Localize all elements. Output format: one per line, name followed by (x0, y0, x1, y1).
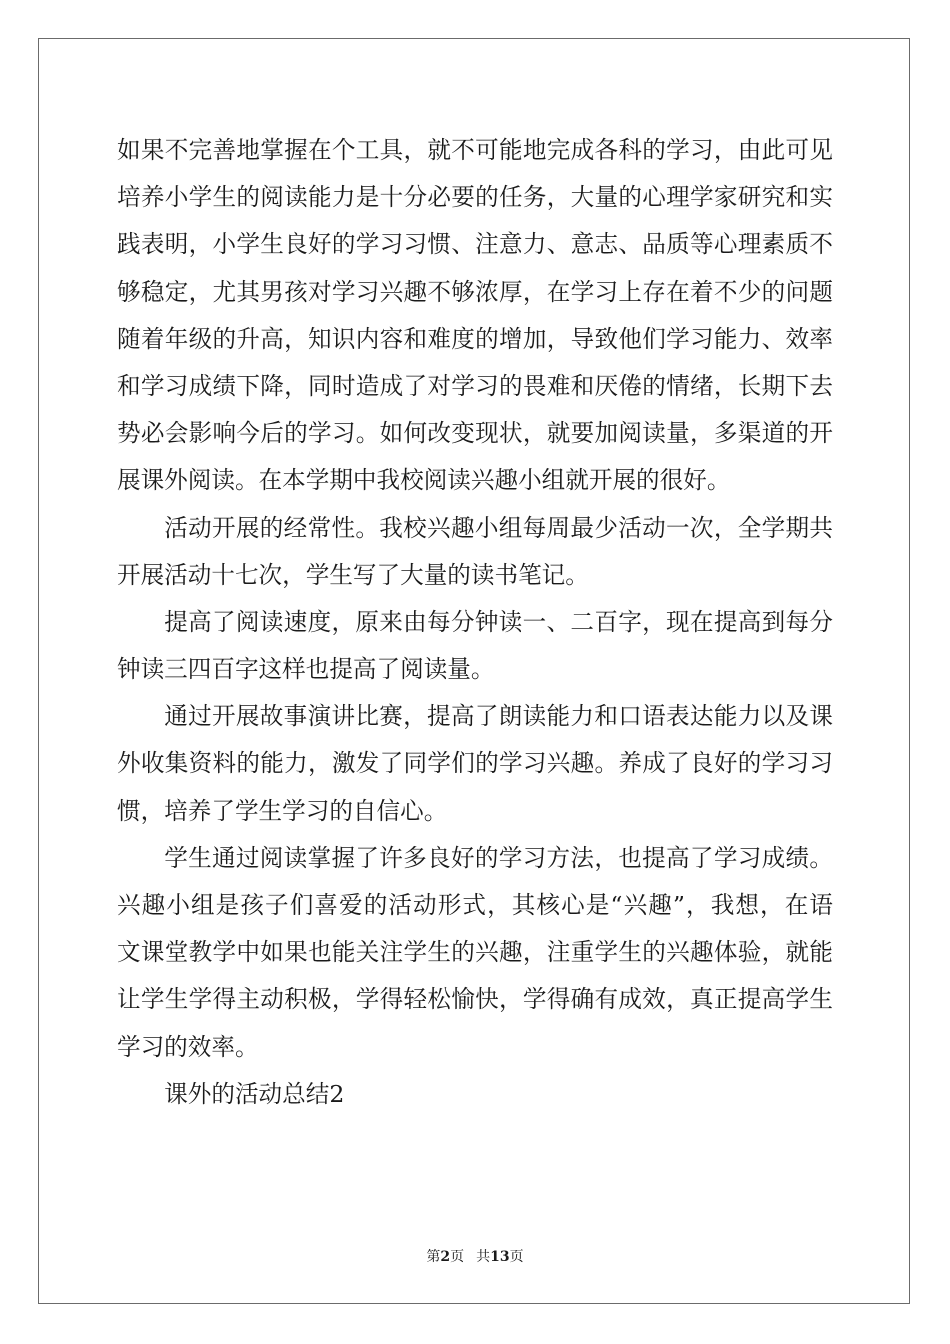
text-line: 随着年级的升高，知识内容和难度的增加，导致他们学习能力、效率 (117, 324, 833, 353)
page-suffix: 页 (450, 1249, 465, 1265)
text-line: 学生通过阅读掌握了许多良好的学习方法，也提高了学习成绩。 (164, 843, 833, 872)
total-pages: 13 (490, 1249, 510, 1265)
text-line: 学习的效率。 (117, 1032, 259, 1061)
text-line: 践表明，小学生良好的学习习惯、注意力、意志、品质等心理素质不 (117, 230, 833, 259)
paragraph (117, 505, 833, 599)
text-line: 培养小学生的阅读能力是十分必要的任务，大量的心理学家研究和实 (117, 183, 833, 212)
text-line: 兴趣小组是孩子们喜爱的活动形式，其核心是“兴趣”，我想，在语 (117, 891, 833, 919)
text-line: 惯，培养了学生学习的自信心。 (117, 796, 448, 825)
text-line: 钟读三四百字这样也提高了阅读量。 (117, 655, 495, 684)
page-footer (0, 1247, 950, 1267)
text-line: 提高了阅读速度，原来由每分钟读一、二百字，现在提高到每分 (164, 607, 833, 636)
paragraph (117, 835, 833, 1071)
document-body (117, 127, 833, 1118)
text-line: 开展活动十七次，学生写了大量的读书笔记。 (117, 560, 589, 589)
text-line: 势必会影响今后的学习。如何改变现状，就要加阅读量，多渠道的开 (117, 419, 833, 448)
paragraph (117, 599, 833, 693)
page-number: 2 (440, 1249, 451, 1265)
text-line: 展课外阅读。在本学期中我校阅读兴趣小组就开展的很好。 (117, 466, 731, 495)
text-line: 活动开展的经常性。我校兴趣小组每周最少活动一次，全学期共 (164, 513, 833, 542)
text-line: 通过开展故事演讲比赛，提高了朗读能力和口语表达能力以及课 (164, 702, 833, 731)
section-heading (117, 1071, 833, 1118)
paragraph (117, 693, 833, 835)
total-prefix: 共 (476, 1249, 491, 1265)
text-line: 够稳定，尤其男孩对学习兴趣不够浓厚，在学习上存在着不少的问题 (117, 277, 833, 306)
text-line: 文课堂教学中如果也能关注学生的兴趣，注重学生的兴趣体验，就能 (117, 938, 833, 967)
total-suffix: 页 (509, 1249, 524, 1265)
text-line: 如果不完善地掌握在个工具，就不可能地完成各科的学习，由此可见 (117, 136, 833, 164)
text-line: 和学习成绩下降，同时造成了对学习的畏难和厌倦的情绪，长期下去 (117, 371, 833, 400)
text-line: 让学生学得主动积极，学得轻松愉快，学得确有成效，真正提高学生 (117, 985, 833, 1014)
text-line: 外收集资料的能力，激发了同学们的学习兴趣。养成了良好的学习习 (117, 749, 833, 778)
paragraph (117, 127, 833, 505)
text-line: 课外的活动总结2 (164, 1079, 345, 1108)
page-prefix: 第 (426, 1249, 441, 1265)
